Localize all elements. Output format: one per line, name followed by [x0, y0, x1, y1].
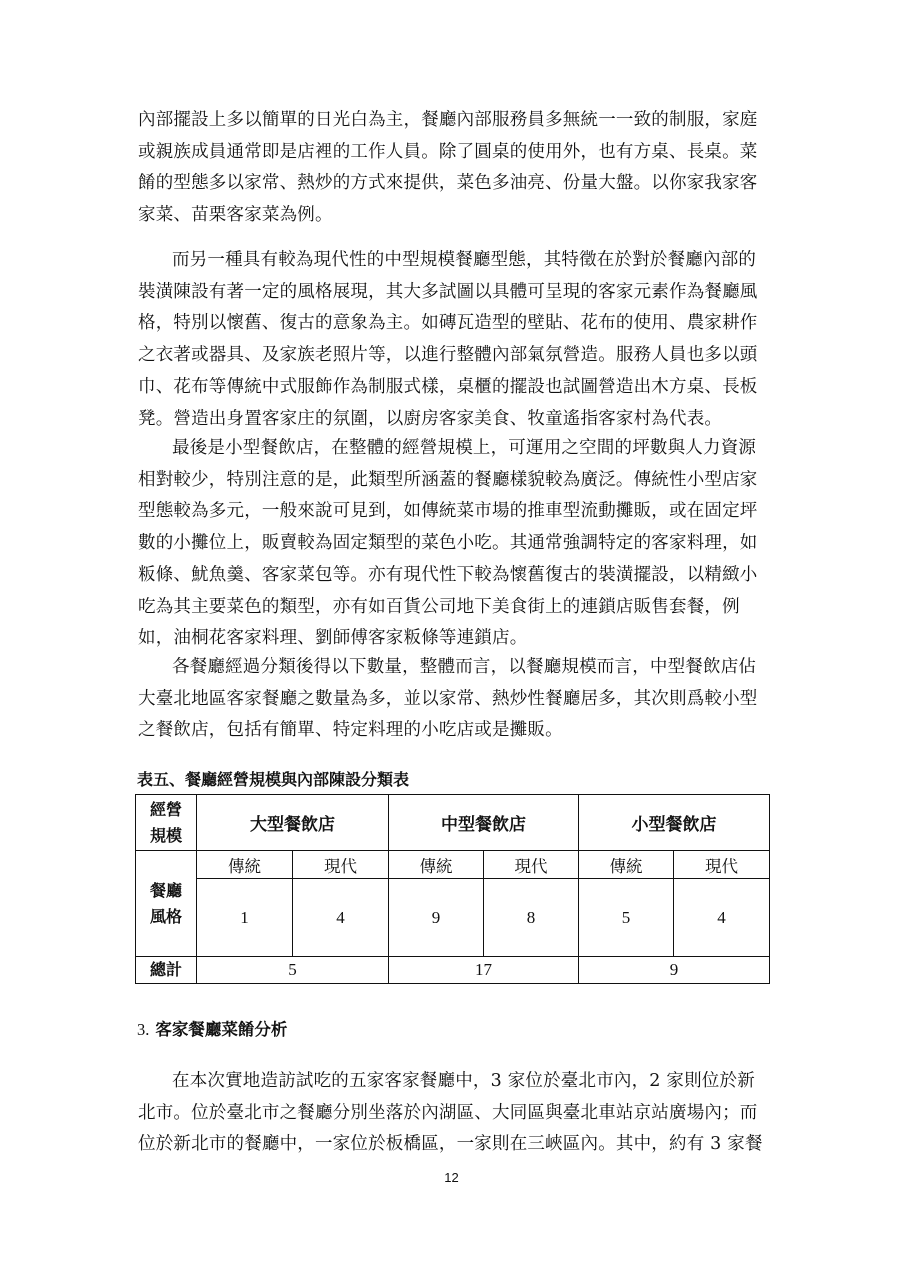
scale-label-cell: [136, 795, 197, 851]
group-header-medium: 中型餐飲店: [389, 795, 579, 851]
table-subheader-row: [136, 851, 770, 879]
count-cell: 5: [579, 879, 674, 957]
group-header-large: 大型餐飲店: [197, 795, 389, 851]
paragraph-line: 北市。位於臺北市之餐廳分別坐落於內湖區、大同區與臺北車站京站廣場內；而: [138, 1102, 758, 1123]
page-number: 12: [444, 1170, 459, 1185]
paragraph-5: [138, 1066, 768, 1161]
paragraph-line: 位於新北市的餐廳中，一家位於板橋區，一家則在三峽區內。其中，約有 3 家餐: [138, 1134, 763, 1155]
group-header-small: 小型餐飲店: [579, 795, 770, 851]
paragraph-line: 大臺北地區客家餐廳之數量為多，並以家常、熱炒性餐廳居多，其次則爲較小型: [138, 688, 758, 709]
paragraph-2: [138, 245, 768, 435]
count-cell: 4: [293, 879, 389, 957]
count-cell: 8: [484, 879, 579, 957]
subheader-traditional: 傳統: [579, 851, 674, 879]
paragraph-line: 裝潢陳設有著一定的風格展現，其大多試圖以具體可呈現的客家元素作為餐廳風: [138, 281, 758, 302]
paragraph-line: 各餐廳經過分類後得以下數量，整體而言，以餐廳規模而言，中型餐飲店佔: [172, 657, 757, 677]
paragraph-line: 之衣著或器具、及家族老照片等，以進行整體內部氣氛營造。服務人員也多以頭: [138, 345, 758, 366]
paragraph-line: 家菜、苗栗客家菜為例。: [138, 205, 333, 226]
count-cell: 9: [389, 879, 484, 957]
section-number: 3.: [137, 1020, 150, 1039]
paragraph-line: 型態較為多元，一般來說可見到，如傳統菜市場的推車型流動攤販，或在固定坪: [138, 501, 758, 522]
paragraph-line: 粄條、魷魚羹、客家菜包等。亦有現代性下較為懷舊復古的裝潢擺設，以精緻小: [138, 564, 758, 585]
total-cell: 17: [389, 957, 579, 984]
paragraph-line: 之餐飲店，包括有簡單、特定料理的小吃店或是攤販。: [138, 720, 563, 741]
classification-table: [135, 794, 770, 984]
paragraph-line: 餚的型態多以家常、熱炒的方式來提供，菜色多油亮、份量大盤。以你家我家客: [138, 173, 758, 194]
paragraph-4: [138, 652, 768, 747]
subheader-traditional: 傳統: [389, 851, 484, 879]
paragraph-line: 格，特別以懷舊、復古的意象為主。如磚瓦造型的壁貼、花布的使用、農家耕作: [138, 313, 758, 334]
total-cell: 5: [197, 957, 389, 984]
paragraph-line: 相對較少，特別注意的是，此類型所涵蓋的餐廳樣貌較為廣泛。傳統性小型店家: [138, 469, 758, 490]
count-cell: 1: [197, 879, 293, 957]
paragraph-line: 而另一種具有較為現代性的中型規模餐廳型態，其特徵在於對於餐廳內部的: [172, 250, 757, 270]
paragraph-line: 內部擺設上多以簡單的日光白為主，餐廳內部服務員多無統一一致的制服，家庭: [138, 110, 758, 130]
paragraph-3: [138, 433, 768, 655]
style-label-cell: [136, 851, 197, 957]
subheader-modern: 現代: [484, 851, 579, 879]
paragraph-line: 如，油桐花客家料理、劉師傅客家粄條等連鎖店。: [138, 628, 528, 649]
scale-label-line-1: 經營: [149, 799, 182, 819]
scale-label-line-2: 規模: [149, 825, 182, 845]
total-cell: 9: [579, 957, 770, 984]
paragraph-line: 數的小攤位上，販賣較為固定類型的菜色小吃。其通常強調特定的客家料理，如: [138, 533, 758, 554]
paragraph-line: 凳。營造出身置客家庄的氛圍，以廚房客家美食、牧童遙指客家村為代表。: [138, 408, 723, 429]
paragraph-1: [138, 105, 768, 232]
table-total-row: [136, 957, 770, 984]
total-label-cell: 總計: [136, 957, 197, 984]
table-count-row: [136, 879, 770, 957]
section-title: 客家餐廳菜餚分析: [155, 1020, 288, 1039]
paragraph-line: 最後是小型餐飲店，在整體的經營規模上，可運用之空間的坪數與人力資源: [172, 438, 757, 458]
table-caption: 表五、餐廳經營規模與內部陳設分類表: [137, 770, 410, 789]
paragraph-line: 在本次實地造訪試吃的五家客家餐廳中，3 家位於臺北市內，2 家則位於新: [172, 1071, 755, 1091]
paragraph-line: 巾、花布等傳統中式服飾作為制服式樣，桌櫃的擺設也試圖營造出木方桌、長板: [138, 376, 758, 397]
count-cell: 4: [674, 879, 770, 957]
paragraph-line: 或親族成員通常即是店裡的工作人員。除了圓桌的使用外，也有方桌、長桌。菜: [138, 141, 758, 162]
style-label-line-2: 風格: [149, 906, 182, 926]
subheader-traditional: 傳統: [197, 851, 293, 879]
subheader-modern: 現代: [674, 851, 770, 879]
section-heading: [137, 1016, 287, 1040]
style-label-line-1: 餐廳: [149, 880, 182, 900]
paragraph-line: 吃為其主要菜色的類型，亦有如百貨公司地下美食街上的連鎖店販售套餐，例: [138, 596, 740, 617]
table-header-row: [136, 795, 770, 851]
subheader-modern: 現代: [293, 851, 389, 879]
